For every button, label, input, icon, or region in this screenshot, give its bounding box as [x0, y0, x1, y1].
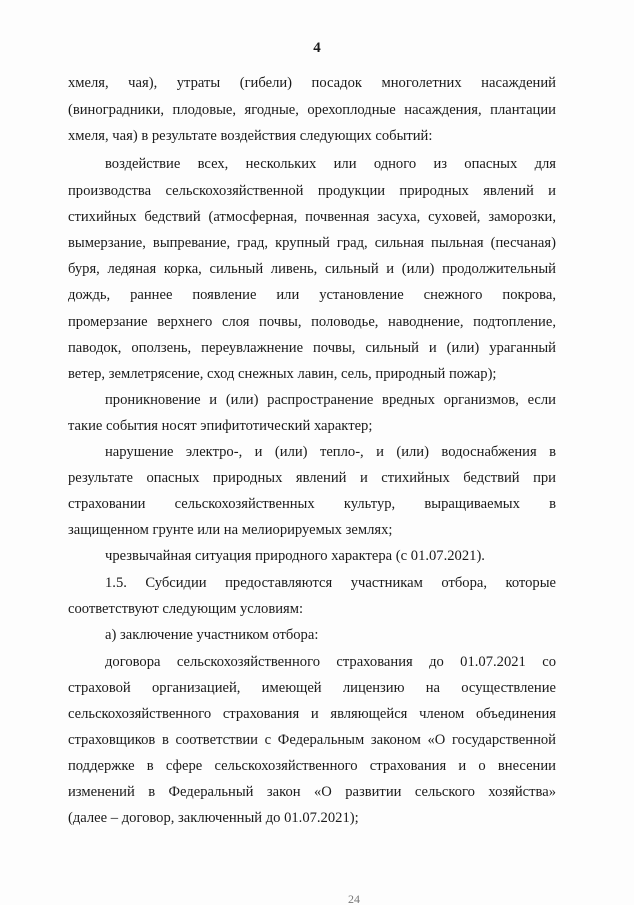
text-line: ветер, землетрясение, сход снежных лавин, сель, природный пожар);: [68, 366, 497, 382]
text-line: такие события носят эпифитотический характер;: [68, 418, 373, 434]
text-line: паводок, оползень, переувлажнение почвы, сильный и (или) ураганный: [68, 340, 556, 356]
text-line: (далее – договор, заключенный до 01.07.2021);: [68, 810, 359, 826]
text-line: воздействие всех, нескольких или одного из опасных для: [105, 156, 556, 172]
text-line: страховании сельскохозяйственных культур, выращиваемых в: [68, 496, 556, 512]
page-number: 4: [313, 40, 321, 56]
text-line: страховщиков в соответствии с Федеральным законом «О государственной: [68, 732, 556, 748]
text-line: буря, ледяная корка, сильный ливень, сильный и (или) продолжительный: [68, 261, 556, 277]
text-line: (виноградники, плодовые, ягодные, орехоплодные насаждения, плантации: [68, 102, 556, 118]
text-line: защищенном грунте или на мелиорируемых землях;: [68, 522, 393, 538]
text-line: дождь, раннее появление или установление снежного покрова,: [68, 287, 556, 303]
text-line: хмеля, чая), утраты (гибели) посадок многолетних насаждений: [68, 75, 556, 91]
text-line: чрезвычайная ситуация природного характера (с 01.07.2021).: [105, 548, 485, 564]
text-line: производства сельскохозяйственной продукции природных явлений и: [68, 183, 556, 199]
text-line: вымерзание, выпревание, град, крупный град, сильная пыльная (песчаная): [68, 235, 556, 251]
text-line: результате опасных природных явлений и стихийных бедствий при: [68, 470, 556, 486]
text-line: промерзание верхнего слоя почвы, половодье, наводнение, подтопление,: [68, 314, 556, 330]
text-line: договора сельскохозяйственного страхования до 01.07.2021 со: [105, 654, 556, 670]
text-line: а) заключение участником отбора:: [105, 627, 319, 643]
text-line: проникновение и (или) распространение вредных организмов, если: [105, 392, 556, 408]
text-line: изменений в Федеральный закон «О развитии сельского хозяйства»: [68, 784, 556, 800]
text-line: 1.5. Субсидии предоставляются участникам отбора, которые: [105, 575, 556, 591]
text-line: сельскохозяйственного страхования и являющейся членом объединения: [68, 706, 556, 722]
text-line: страховой организацией, имеющей лицензию на осуществление: [68, 680, 556, 696]
text-line: нарушение электро-, и (или) тепло-, и (или) водоснабжения в: [105, 444, 556, 460]
text-line: стихийных бедствий (атмосферная, почвенная засуха, суховей, заморозки,: [68, 209, 556, 225]
text-line: соответствуют следующим условиям:: [68, 601, 304, 617]
text-line: поддержке в сфере сельскохозяйственного страхования и о внесении: [68, 758, 556, 774]
text-line: хмеля, чая) в результате воздействия следующих событий:: [68, 128, 433, 144]
bottom-page-mark: 24: [348, 893, 360, 905]
